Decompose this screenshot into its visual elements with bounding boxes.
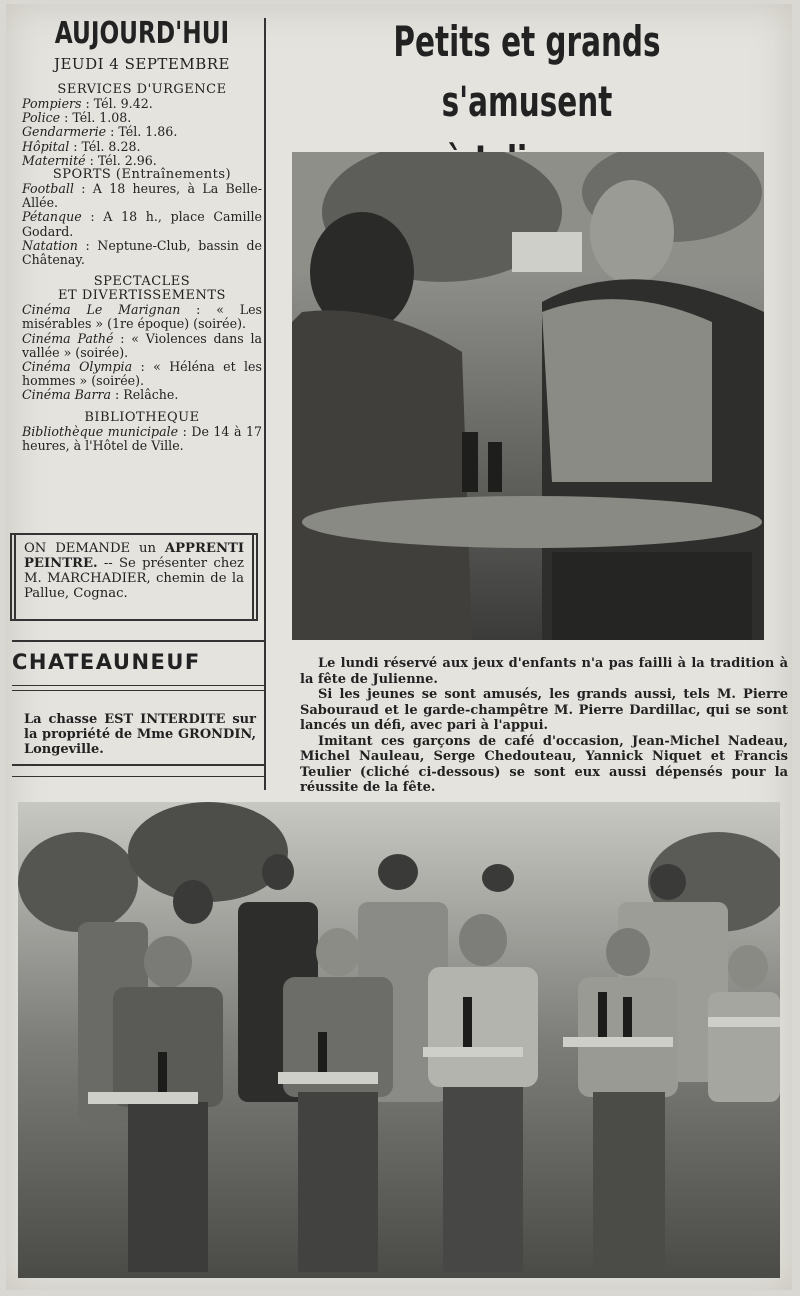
- listing-line: [22, 97, 262, 111]
- listing-label: Cinéma Barra: [22, 387, 111, 403]
- chasse-lead: La chasse: [24, 712, 105, 727]
- listing-label: Bibliothèque municipale: [22, 423, 179, 439]
- listing-text: : « Les misérables » (1re époque) (soirée).: [22, 302, 262, 332]
- listing-label: Pétanque: [22, 209, 82, 225]
- listing-label: Maternité: [22, 152, 86, 168]
- listing-label: Police: [22, 110, 61, 126]
- listing-line: [22, 182, 262, 210]
- listing-label: Football: [22, 181, 74, 197]
- chateauneuf-title: CHATEAUNEUF: [12, 650, 201, 674]
- headline-line-1: Petits et grands s'amusent: [393, 17, 661, 126]
- urgence-list: [22, 97, 262, 168]
- photo-waiters-race: [18, 802, 780, 1278]
- article-caption: [300, 656, 788, 796]
- listing-text: : Tél. 2.96.: [85, 152, 157, 168]
- listing-line: [22, 140, 262, 154]
- photo-adults-wager: [292, 152, 764, 640]
- listing-label: Cinéma Pathé: [22, 330, 114, 346]
- chasse-strong: EST INTERDITE: [104, 712, 226, 727]
- sports-list: [22, 182, 262, 267]
- ad-lead: ON DEMANDE un: [24, 541, 165, 556]
- bibliotheque-title: BIBLIOTHEQUE: [84, 409, 200, 425]
- listing-label: Natation: [22, 237, 78, 253]
- listing-label: Pompiers: [22, 96, 82, 111]
- listing-text: : De 14 à 17 heures, à l'Hôtel de Ville.: [22, 423, 262, 453]
- caption-paragraph-2: Si les jeunes se sont amusés, les grands aussi, tels M. Pierre Sabouraud et le garde-champêtre M. Pierre Dardillac, qui se sont lancés un défi, avec pari à l'appui.: [300, 687, 788, 733]
- listing-line: [22, 111, 262, 125]
- listing-line: [22, 210, 262, 238]
- urgence-title: SERVICES D'URGENCE: [57, 82, 227, 97]
- section-rule: [12, 690, 264, 691]
- listing-line: [22, 425, 262, 453]
- spectacles-title: SPECTACLES: [93, 274, 191, 290]
- listing-text: : Tél. 8.28.: [69, 138, 141, 154]
- caption-paragraph-1: Le lundi réservé aux jeux d'enfants n'a pas failli à la tradition à la fête de Julienne.: [300, 656, 788, 687]
- listing-text: : « Héléna et les hommes » (soirée).: [22, 359, 262, 389]
- section-rule: [12, 764, 264, 766]
- listing-line: [22, 360, 262, 388]
- listing-text: : A 18 heures, à La Belle-Allée.: [22, 181, 262, 211]
- masthead: AUJOURD'HUI: [54, 16, 230, 51]
- listing-text: : A 18 h., place Camille Godard.: [22, 209, 262, 239]
- section-rule: [12, 685, 264, 686]
- listing-line: [22, 154, 262, 168]
- listing-text: : « Violences dans la vallée » (soirée).: [22, 330, 262, 360]
- spectacles-list: [22, 303, 262, 402]
- bibliotheque-list: [22, 425, 262, 453]
- spectacles-subtitle: ET DIVERTISSEMENTS: [58, 288, 226, 304]
- chateauneuf-notice: [24, 712, 256, 757]
- listing-line: [22, 332, 262, 360]
- column-rule: [264, 18, 266, 790]
- sports-title: SPORTS (Entraînements): [52, 167, 232, 183]
- section-rule: [12, 640, 264, 642]
- listing-label: Hôpital: [22, 138, 70, 154]
- listing-label: Gendarmerie: [22, 124, 107, 140]
- chasse-rest: sur la propriété de Mme GRONDIN, Longeville.: [24, 712, 256, 757]
- listing-label: Cinéma Olympia: [22, 359, 133, 375]
- listing-line: [22, 303, 262, 331]
- listing-line: [22, 388, 262, 402]
- listing-text: : Relâche.: [111, 387, 179, 403]
- listing-text: : Tél. 1.86.: [106, 124, 178, 140]
- photo-waiters-illustration: [18, 802, 780, 1278]
- ad-strong: APPRENTI PEINTRE.: [24, 541, 244, 571]
- left-column: [22, 8, 262, 453]
- section-rule: [12, 776, 264, 777]
- listing-text: : Tél. 9.42.: [81, 96, 153, 111]
- listing-text: : Tél. 1.08.: [60, 110, 132, 126]
- date-line: JEUDI 4 SEPTEMBRE: [53, 55, 231, 73]
- listing-text: : Neptune-Club, bassin de Châtenay.: [22, 237, 262, 268]
- photo-adults-illustration: [292, 152, 764, 640]
- caption-paragraph-3: Imitant ces garçons de café d'occasion, Jean-Michel Nadeau, Michel Nauleau, Serge Chedouteau, Yannick Niquet et Francis Teulier (cliché ci-dessous) se sont eux aussi dépensés pour la réussite de la fête.: [300, 733, 788, 795]
- listing-line: [22, 239, 262, 267]
- listing-line: [22, 125, 262, 139]
- listing-label: Cinéma Le Marignan: [22, 302, 181, 318]
- classified-ad: [10, 533, 258, 621]
- ad-rest: -- Se présenter chez M. MARCHADIER, chemin de la Pallue, Cognac.: [24, 556, 244, 601]
